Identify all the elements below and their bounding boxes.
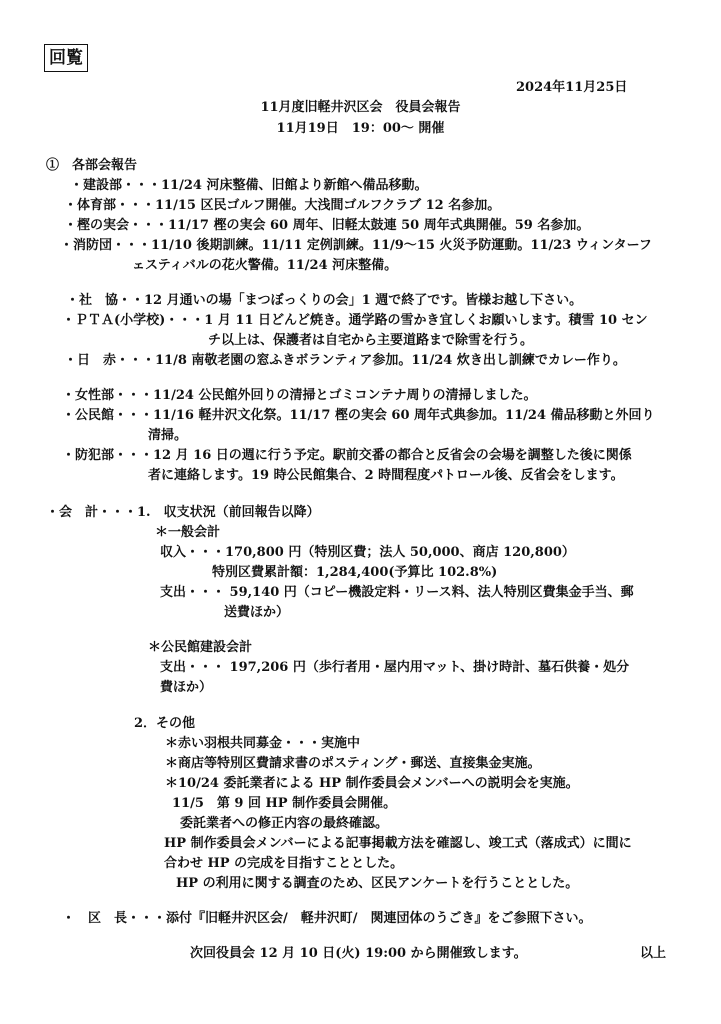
report-sports: ・体育部・・・11/15 区民ゴルフ開催。大浅間ゴルフクラブ 12 名参加。 (64, 198, 501, 213)
income-line: 収入・・・170,800 円（特別区費；法人 50,000、商店 120,800） (160, 545, 575, 560)
building-expense-line: 支出・・・ 197,206 円（歩行者用・屋内用マット、掛け時計、墓石供養・処分 (160, 660, 630, 675)
building-expense-line-cont: 費ほか） (160, 680, 213, 695)
report-social-welfare: ・社 協・・12 月通いの場「まつぼっくりの会」1 週で終了です。皆様お越し下さい。 (66, 293, 583, 308)
other-line: 合わせ HP の完成を目指すこととした。 (164, 856, 404, 871)
report-kashinomi: ・樫の実会・・・11/17 樫の実会 60 周年、旧軽太鼓連 50 周年式典開催。59 名参加。 (64, 218, 590, 233)
report-red-cross: ・日 赤・・・11/8 南敬老園の窓ふきボランティア参加。11/24 炊き出し訓練でカレー作り。 (64, 353, 626, 368)
circulation-stamp: 回覧 (44, 44, 88, 72)
report-fire-brigade: ・消防団・・・11/10 後期訓練。11/11 定例訓練。11/9～15 火災予防運動。11/23 ウィンターフ (60, 238, 652, 253)
other-line: 委託業者への修正内容の最終確認。 (180, 816, 389, 831)
other-heading: 2．その他 (134, 716, 196, 731)
building-account-title: ＊公民館建設会計 (148, 640, 253, 655)
other-line: HP の利用に関する調査のため、区民アンケートを行うこととした。 (176, 876, 579, 891)
expense-line-cont: 送費ほか） (224, 605, 290, 620)
report-fire-brigade-cont: ェスティバルの花火警備。11/24 河床整備。 (132, 258, 398, 273)
other-line: ＊赤い羽根共同募金・・・実施中 (165, 736, 361, 751)
report-crime-prevention-cont: 者に連絡します。19 時公民館集合、2 時間程度パトロール後、反省会をします。 (148, 468, 624, 483)
document-date: 2024年11月25日 (516, 80, 628, 95)
next-meeting: 次回役員会 12 月 10 日(火) 19:00 から開催致します。 (190, 946, 527, 961)
other-line: ＊10/24 委託業者による HP 制作委員会メンバーへの説明会を実施。 (165, 776, 579, 791)
report-pta: ・ＰＴＡ(小学校)・・・1 月 11 日どんど焼き。通学路の雪かき宜しくお願いします。積雪 10 セン (62, 313, 648, 328)
report-community-hall: ・公民館・・・11/16 軽井沢文化祭。11/17 樫の実会 60 周年式典参加。11/24 備品移動と外回り (62, 408, 655, 423)
report-womens: ・女性部・・・11/24 公民館外回りの清掃とゴミコンテナ周りの清掃しました。 (62, 388, 537, 403)
report-pta-cont: チ以上は、保護者は自宅から主要道路まで除雪を行う。 (208, 333, 534, 348)
expense-line: 支出・・・ 59,140 円（コピー機設定料・リース料、法人特別区費集金手当、郵 (160, 585, 634, 600)
chief-report: ・ 区 長・・・添付『旧軽井沢区会/ 軽井沢町/ 関連団体のうごき』をご参照下さい。 (62, 911, 592, 926)
cumulative-line: 特別区費累計額：1,284,400(予算比 102.8%) (212, 565, 498, 580)
general-account-title: ＊一般会計 (155, 525, 221, 540)
meeting-datetime: 11月19日 19：00～ 開催 (276, 121, 445, 136)
other-line: 11/5 第 9 回 HP 制作委員会開催。 (172, 796, 397, 811)
other-line: ＊商店等特別区費請求書のポスティング・郵送、直接集金実施。 (165, 756, 541, 771)
closing-mark: 以上 (640, 946, 667, 961)
report-community-hall-cont: 清掃。 (148, 428, 188, 443)
document-title: 11月度旧軽井沢区会 役員会報告 (260, 100, 461, 115)
accounting-heading: ・会 計・・・1. 収支状況（前回報告以降） (46, 505, 320, 520)
report-construction: ・建設部・・・11/24 河床整備、旧館より新館へ備品移動。 (70, 178, 428, 193)
section-heading-reports: ① 各部会報告 (46, 158, 138, 173)
other-line: HP 制作委員会メンバーによる記事掲載方法を確認し、竣工式（落成式）に間に (164, 836, 632, 851)
report-crime-prevention: ・防犯部・・・12 月 16 日の週に行う予定。駅前交番の都合と反省会の会場を調整した後に関係 (62, 448, 632, 463)
